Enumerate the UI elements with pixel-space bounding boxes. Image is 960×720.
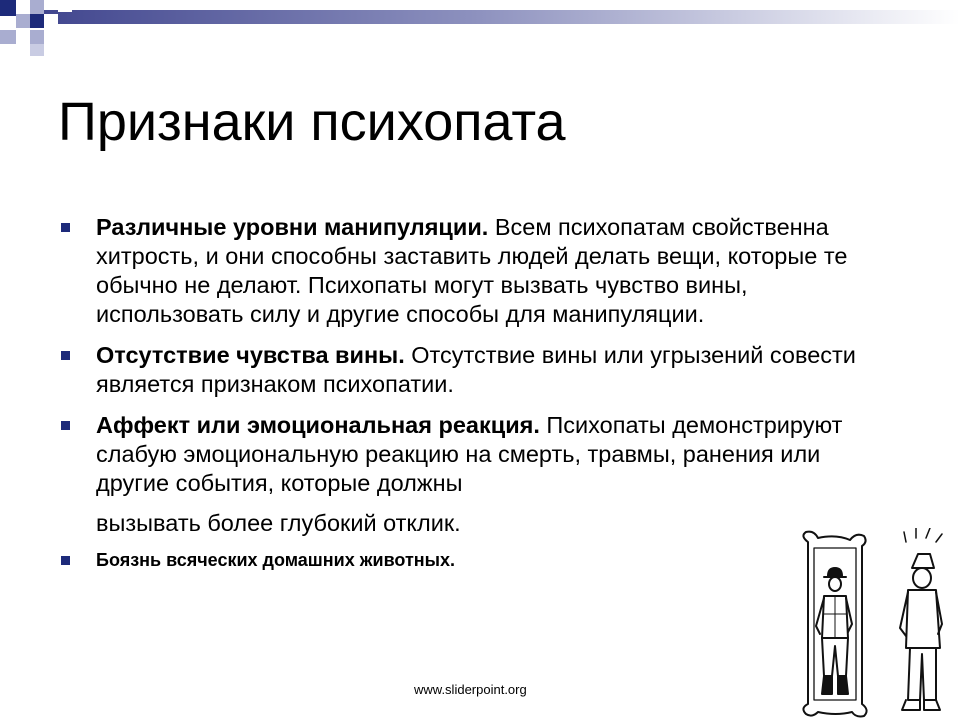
bullet-heading: Аффект или эмоциональная реакция.: [96, 412, 540, 438]
bullet-text: Психопаты демонстрируют слабую эмоциональную реакцию на смерть, травмы, ранения или другие события, которые должны: [96, 412, 843, 496]
square-bullet-icon: [61, 421, 70, 430]
bullet-text: Всем психопатам свойственна хитрость, и они способны заставить людей делать вещи, которые те обычно не делают. Психопаты могут вызвать чувство вины, использовать силу и другие способы для манипуляции.: [96, 214, 848, 327]
bullet-item: [58, 341, 898, 399]
header-decoration: [0, 0, 960, 60]
mirror-man-illustration: [790, 528, 960, 720]
bullet-text: Отсутствие вины или угрызений совести является признаком психопатии.: [96, 342, 856, 397]
bullet-item: [58, 213, 898, 329]
square-bullet-icon: [61, 556, 70, 565]
bullet-item: [58, 411, 898, 538]
footer-url: www.sliderpoint.org: [414, 682, 527, 697]
square-bullet-icon: [61, 223, 70, 232]
bullet-continuation: вызывать более глубокий отклик.: [96, 510, 461, 536]
slide-title: Признаки психопата: [58, 92, 566, 152]
bullet-heading: Боязнь всяческих домашних животных.: [96, 550, 456, 570]
bullet-heading: Различные уровни манипуляции.: [96, 214, 489, 240]
bullet-heading: Отсутствие чувства вины.: [96, 342, 405, 368]
bullet-list: [58, 213, 898, 572]
bullet-item: [58, 548, 898, 572]
square-bullet-icon: [61, 351, 70, 360]
